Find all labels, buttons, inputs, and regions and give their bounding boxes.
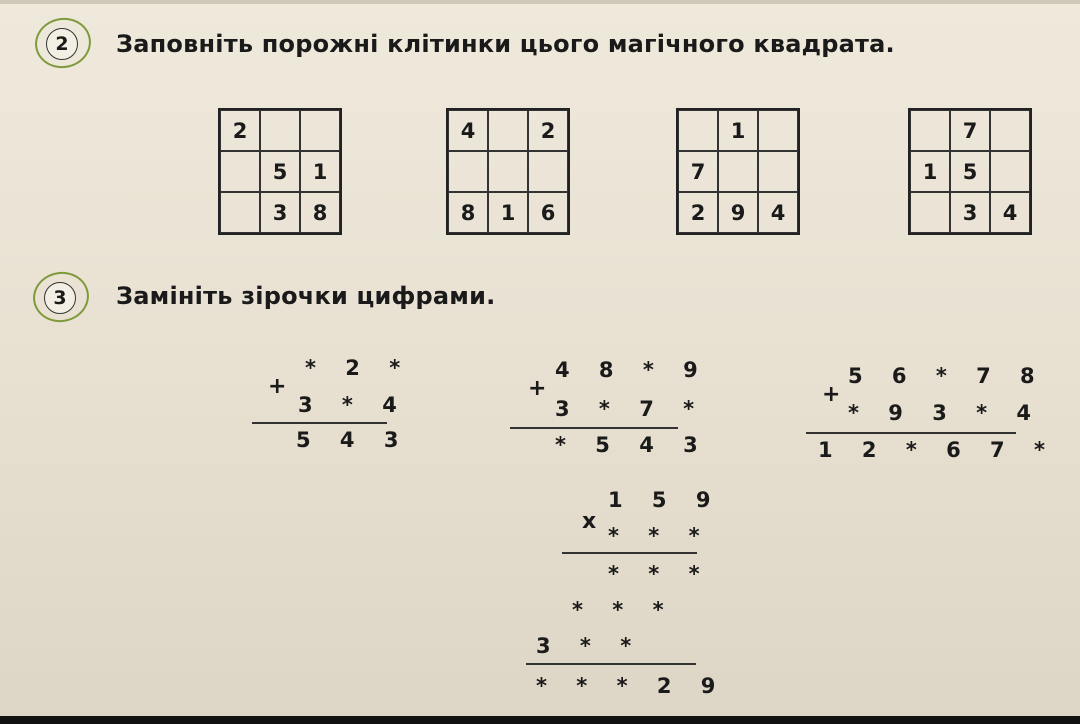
task-2-number: 2 [46,28,78,60]
addend-2: * 9 3 * 4 [848,401,1043,425]
plus-sign: + [268,374,287,399]
grid-cell: 1 [488,192,528,233]
grid-cell: 1 [718,110,758,151]
page-bottom-edge [0,716,1080,724]
magic-square-1 [218,108,342,235]
grid-cell [718,151,758,192]
grid-cell: 3 [950,192,990,233]
addend-2: 3 * 7 * [555,397,706,421]
result-line [526,663,696,665]
plus-sign: + [528,376,547,401]
grid-cell: 7 [678,151,718,192]
grid-cell [260,110,300,151]
partial-product-1: * * * [608,562,711,586]
grid-cell: 8 [448,192,488,233]
grid-cell [758,110,798,151]
grid-cell [910,192,950,233]
grid-cell [488,151,528,192]
partial-product-2: * * * [572,598,675,622]
grid-cell [220,151,260,192]
grid-cell: 1 [910,151,950,192]
sum-result: * 5 4 3 [555,433,709,457]
magic-square-2 [446,108,570,235]
grid-cell: 4 [990,192,1030,233]
sum-line [252,422,387,424]
sum-result: 1 2 * 6 7 * [818,438,1056,462]
task-3-title: Замініть зірочки цифрами. [116,282,496,310]
grid-cell [528,151,568,192]
grid-cell: 7 [950,110,990,151]
grid-cell: 5 [260,151,300,192]
grid-cell: 9 [718,192,758,233]
sum-line [510,427,678,429]
grid-cell [448,151,488,192]
grid-cell: 2 [678,192,718,233]
grid-cell: 5 [950,151,990,192]
grid-cell [990,151,1030,192]
grid-cell: 8 [300,192,340,233]
grid-cell: 4 [758,192,798,233]
task-2-title: Заповніть порожні клітинки цього магічного квадрата. [116,30,895,58]
grid-cell [910,110,950,151]
multiply-sign: x [582,509,597,534]
grid-cell [990,110,1030,151]
grid-cell: 4 [448,110,488,151]
grid-cell [220,192,260,233]
magic-square-3 [676,108,800,235]
sum-result: 5 4 3 [296,428,410,452]
addend-1: 4 8 * 9 [555,358,709,382]
task-3-number: 3 [44,282,76,314]
plus-sign: + [822,382,841,407]
grid-cell: 1 [300,151,340,192]
grid-cell [678,110,718,151]
partial-product-3: 3 * * [536,634,643,658]
addend-1: * 2 * [305,356,412,380]
product-result: * * * 2 9 [536,674,727,698]
grid-cell [300,110,340,151]
addend-1: 5 6 * 7 8 [848,364,1046,388]
grid-cell: 3 [260,192,300,233]
sum-line [806,432,1016,434]
magic-square-4 [908,108,1032,235]
addend-2: 3 * 4 [298,393,408,417]
product-line [562,552,697,554]
grid-cell [758,151,798,192]
grid-cell: 2 [528,110,568,151]
multiplier: * * * [608,524,711,548]
grid-cell: 2 [220,110,260,151]
page-top-edge [0,0,1080,4]
multiplicand: 1 5 9 [608,488,722,512]
grid-cell [488,110,528,151]
grid-cell: 6 [528,192,568,233]
